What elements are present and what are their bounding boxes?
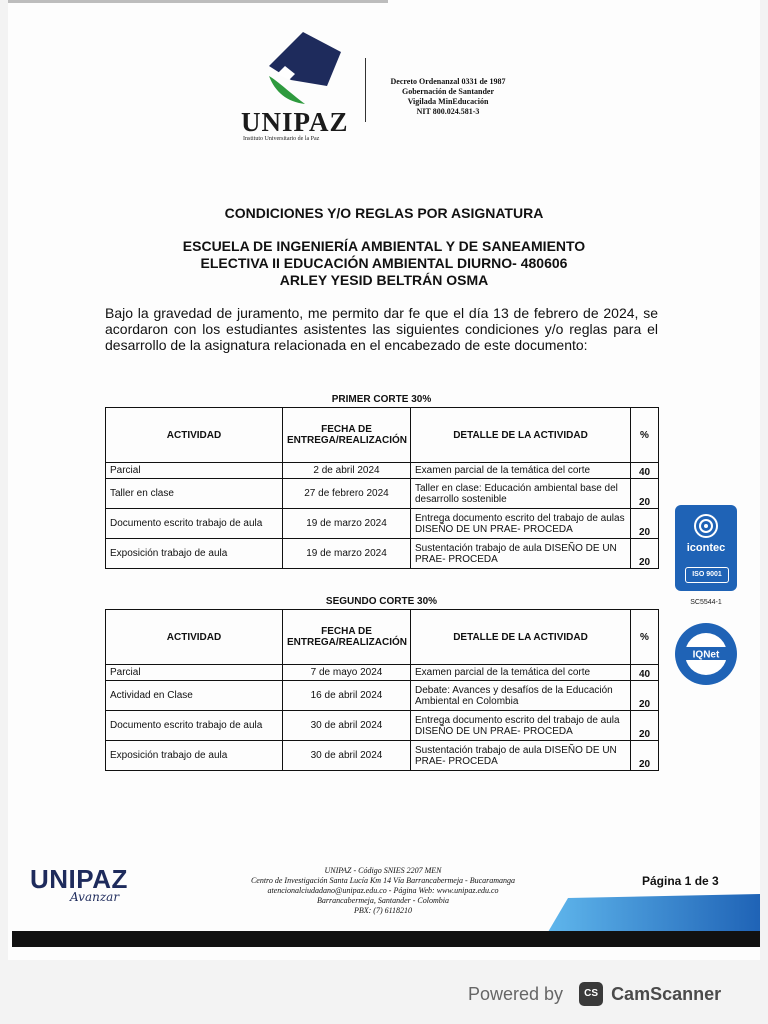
col-header-pct: % [631,408,659,463]
unipaz-logo [233,30,363,145]
logo-wordmark: UNIPAZ [241,107,349,137]
cell-actividad: Exposición trabajo de aula [106,539,283,569]
col-header-detalle: DETALLE DE LA ACTIVIDAD [411,610,631,665]
cell-fecha: 30 de abril 2024 [283,741,411,771]
camscanner-logo-icon: CS [579,982,603,1006]
footer-logo-signature: Avanzar [70,890,120,904]
cell-detalle: Sustentación trabajo de aula DISEÑO DE UN PRAE- PROCEDA [411,741,631,771]
course-heading [8,238,760,289]
cell-pct: 20 [631,681,659,711]
cell-pct: 40 [631,665,659,681]
cell-actividad: Parcial [106,665,283,681]
decree-line: NIT 800.024.581-3 [416,107,480,116]
cell-detalle: Taller en clase: Educación ambiental base del desarrollo sostenible [411,479,631,509]
school-name: ESCUELA DE INGENIERÍA AMBIENTAL Y DE SANEAMIENTO [182,238,586,254]
cell-actividad: Actividad en Clase [106,681,283,711]
cell-actividad: Documento escrito trabajo de aula [106,711,283,741]
cell-actividad: Documento escrito trabajo de aula [106,509,283,539]
decree-block [373,77,523,117]
col-header-detalle: DETALLE DE LA ACTIVIDAD [411,408,631,463]
footer-line: Barrancabermeja, Santander - Colombia [317,896,449,905]
cell-fecha: 19 de marzo 2024 [283,509,411,539]
col-header-actividad: ACTIVIDAD [106,610,283,665]
table-row [106,681,659,711]
cell-actividad: Taller en clase [106,479,283,509]
table-row [106,741,659,771]
table-row [106,711,659,741]
col-header-fecha: FECHA DE ENTREGA/REALIZACIÓN [283,408,411,463]
col-header-actividad: ACTIVIDAD [106,408,283,463]
iqnet-label: IQNet [692,649,720,661]
scan-edge [8,0,388,3]
footer-line: UNIPAZ - Código SNIES 2207 MEN [324,866,442,875]
cell-pct: 20 [631,741,659,771]
cell-fecha: 30 de abril 2024 [283,711,411,741]
decree-line: Vigilada MinEducación [407,97,489,106]
document-title: CONDICIONES Y/O REGLAS POR ASIGNATURA [224,205,544,221]
table-row [106,479,659,509]
cell-fecha: 19 de marzo 2024 [283,539,411,569]
cell-fecha: 7 de mayo 2024 [283,665,411,681]
col-header-pct: % [631,610,659,665]
iso-label: ISO 9001 [685,567,729,583]
cell-pct: 20 [631,539,659,569]
decree-line: Decreto Ordenanzal 0331 de 1987 [390,77,506,86]
page-number: Página 1 de 3 [642,874,719,888]
course-name: ELECTIVA II EDUCACIÓN AMBIENTAL DIURNO- 480606 [200,255,568,271]
cell-pct: 20 [631,711,659,741]
cell-fecha: 27 de febrero 2024 [283,479,411,509]
cell-detalle: Debate: Avances y desafíos de la Educación Ambiental en Colombia [411,681,631,711]
table-row [106,509,659,539]
footer-blue-band [8,892,760,932]
teacher-name: ARLEY YESID BELTRÁN OSMA [279,272,489,288]
cell-detalle: Examen parcial de la temática del corte [411,665,631,681]
cell-fecha: 2 de abril 2024 [283,463,411,479]
cell-pct: 20 [631,509,659,539]
footer-line: Centro de Investigación Santa Lucía Km 14 Vía Barrancabermeja - Bucaramanga [250,876,516,885]
cell-detalle: Entrega documento escrito del trabajo de aulas DISEÑO DE UN PRAE- PROCEDA [411,509,631,539]
logo-subtitle: Instituto Universitario de la Paz [243,136,320,142]
corte-title-2: SEGUNDO CORTE 30% [325,596,438,607]
powered-by-text: Powered by [468,983,564,1004]
cell-detalle: Sustentación trabajo de aula DISEÑO DE UN PRAE- PROCEDA [411,539,631,569]
footer-black-band [12,931,760,947]
corte-table-1 [105,407,659,569]
document-page [8,0,760,960]
dove-icon [233,30,363,110]
cell-actividad: Exposición trabajo de aula [106,741,283,771]
footer-line: PBX: (7) 6118210 [353,906,413,915]
table-row [106,539,659,569]
col-header-fecha: FECHA DE ENTREGA/REALIZACIÓN [283,610,411,665]
corte-table-2 [105,609,659,771]
cell-detalle: Entrega documento escrito del trabajo de aula DISEÑO DE UN PRAE- PROCEDA [411,711,631,741]
decree-line: Gobernación de Santander [401,87,494,96]
cell-fecha: 16 de abril 2024 [283,681,411,711]
cell-actividad: Parcial [106,463,283,479]
certificate-code: SC5544-1 [690,599,722,606]
corte-title-1: PRIMER CORTE 30% [331,394,432,405]
footer-logo-wordmark: UNIPAZ [30,864,128,894]
camscanner-name: CamScanner [611,983,722,1004]
cell-detalle: Examen parcial de la temática del corte [411,463,631,479]
cell-pct: 20 [631,479,659,509]
footer-line: atencionalciudadano@unipaz.edu.co - Página Web: www.unipaz.edu.co [267,886,499,895]
cell-pct: 40 [631,463,659,479]
icontec-name: icontec [686,542,726,554]
header-divider [365,58,366,122]
icontec-ring-icon [693,513,719,539]
camscanner-watermark [468,980,721,1008]
intro-paragraph: Bajo la gravedad de juramento, me permito dar fe que el día 13 de febrero de 2024, se acordaron con los estudiantes asistentes las siguientes condiciones y/o reglas para el desarrollo de la asignatura relacionada en el encabezado de este documento: [105,305,658,353]
table-row [106,665,659,681]
icontec-badge [675,505,737,591]
table-row [106,463,659,479]
iqnet-seal-icon [672,620,740,688]
